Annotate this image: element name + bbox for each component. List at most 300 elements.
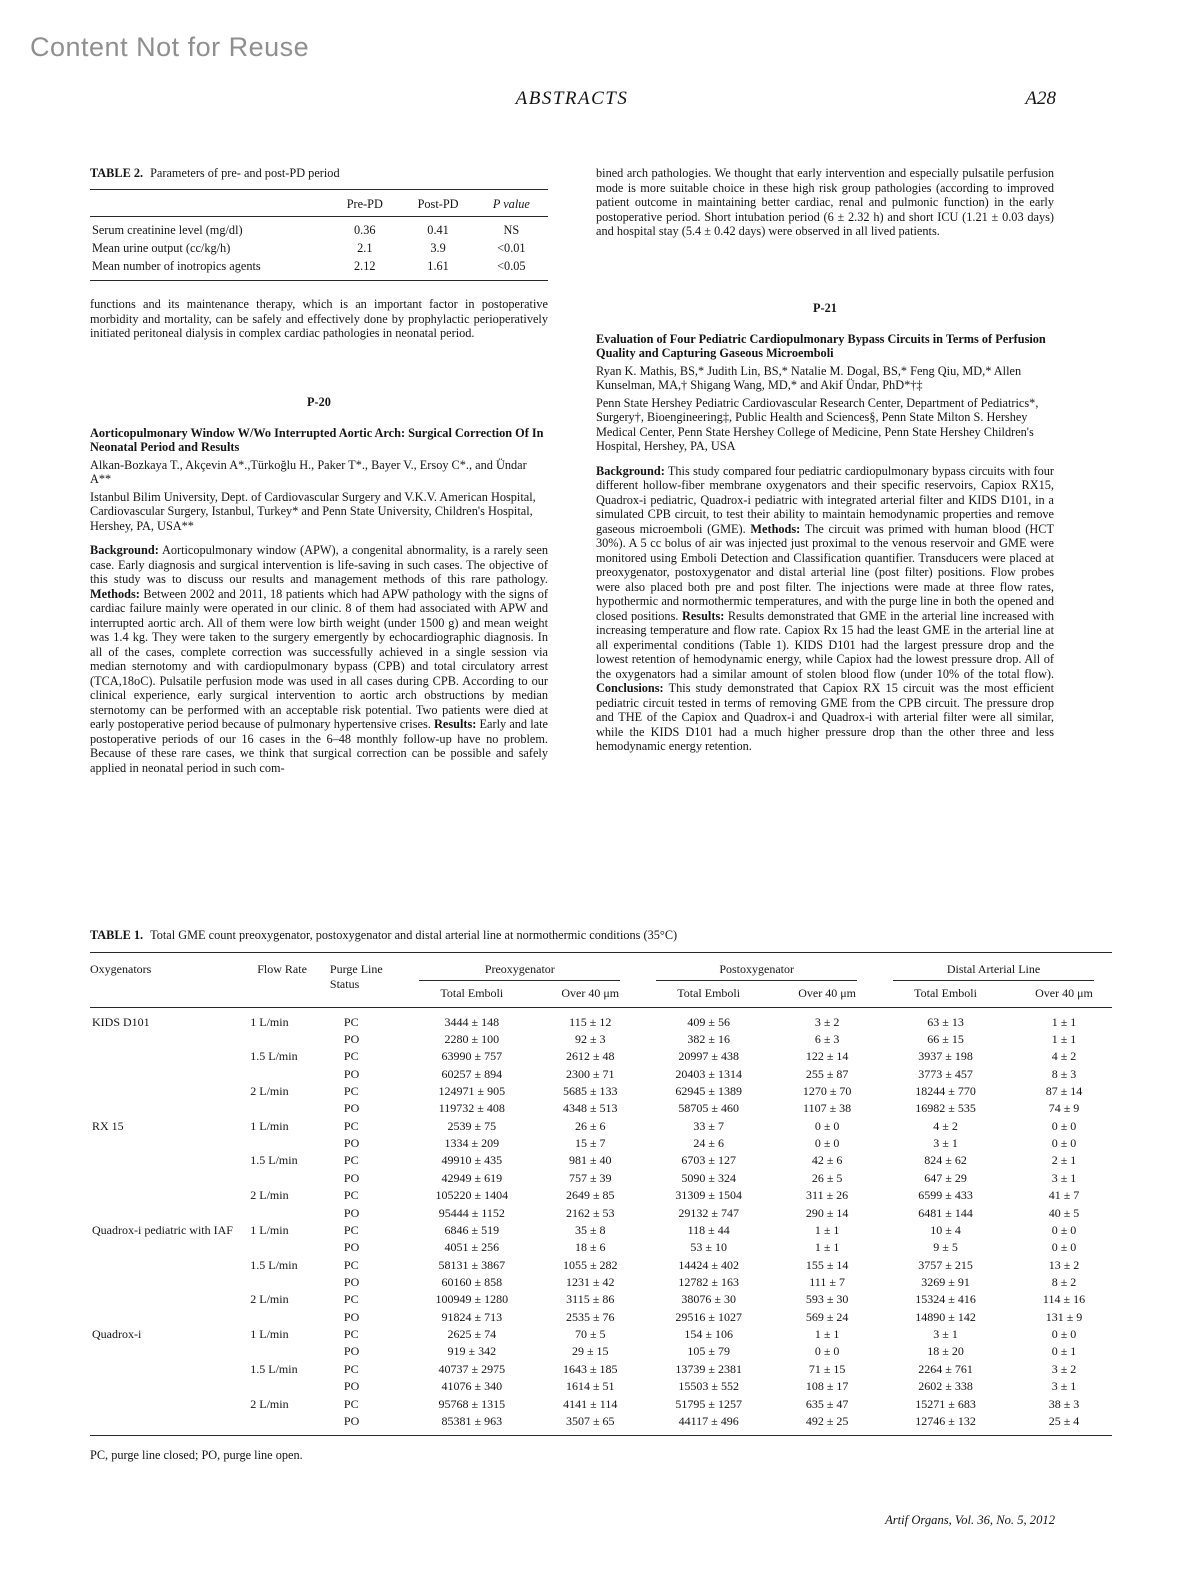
table-cell (90, 1257, 248, 1274)
table2-caption (90, 166, 548, 181)
table-cell (90, 1413, 248, 1436)
table-cell: PO (343, 1136, 360, 1151)
table-cell (90, 1135, 248, 1152)
table-cell: 6 ± 3 (814, 1031, 840, 1046)
table-cell: 95444 ± 1152 (438, 1205, 505, 1220)
table-cell: 2280 ± 100 (444, 1031, 500, 1046)
table-cell: 42 ± 6 (811, 1153, 843, 1168)
table-row (90, 1413, 1112, 1436)
table-cell (248, 1205, 330, 1222)
table-cell: 0.41 (427, 223, 449, 238)
table-cell: 26 ± 5 (811, 1170, 843, 1185)
table-cell: 2 L/min (250, 1292, 289, 1307)
table-row (90, 1326, 1112, 1343)
table-cell (90, 1361, 248, 1378)
abstract-p21-authors: Ryan K. Mathis, BS,* Judith Lin, BS,* Natalie M. Dogal, BS,* Feng Qiu, MD,* Allen Kunselman, MA,† Shigang Wang, MD,* and Akif Ündar, PhD*†‡ (596, 363, 1022, 392)
table1-group-preoxygenator (401, 953, 638, 983)
table-row (90, 1205, 1112, 1222)
table-cell: 1 ± 1 (814, 1240, 840, 1255)
table-cell: PO (343, 1379, 360, 1394)
table-cell: 1270 ± 70 (802, 1084, 852, 1099)
table1-footnote: PC, purge line closed; PO, purge line open. (90, 1448, 303, 1463)
table-cell: PO (343, 1066, 360, 1081)
table-cell: 1 ± 1 (814, 1222, 840, 1237)
table-row (90, 1222, 1112, 1239)
table-cell: 0.36 (354, 223, 376, 238)
table-cell: Quadrox-i (92, 1327, 142, 1342)
table1-subheader-total-emboli-3: Total Emboli (875, 983, 1016, 1007)
table-cell: 2 L/min (250, 1188, 289, 1203)
table-cell (248, 1274, 330, 1291)
table-row (90, 1083, 1112, 1100)
table-cell: 24 ± 6 (693, 1136, 724, 1151)
table-cell: PO (343, 1170, 360, 1185)
table-cell: 6481 ± 144 (918, 1205, 973, 1220)
table-cell: 1.5 L/min (250, 1049, 298, 1064)
table-cell: 824 ± 62 (924, 1153, 967, 1168)
table-cell: 0 ± 0 (814, 1344, 840, 1359)
table-cell: 58705 ± 460 (678, 1101, 739, 1116)
table2-header-row (90, 190, 548, 217)
table-row (90, 1100, 1112, 1117)
table-cell: 12746 ± 132 (875, 1413, 1016, 1436)
table-cell: 3 ± 1 (1051, 1379, 1077, 1394)
table1-body (90, 1007, 1112, 1436)
table-cell: 70 ± 5 (574, 1327, 606, 1342)
table-cell: 5685 ± 133 (562, 1084, 618, 1099)
table-cell: 382 ± 16 (687, 1031, 730, 1046)
table-cell: PC (343, 1361, 359, 1376)
table-cell (248, 1343, 330, 1360)
table-cell: 6599 ± 433 (918, 1188, 973, 1203)
table-cell: 122 ± 14 (805, 1049, 849, 1064)
table-cell: 1231 ± 42 (565, 1275, 615, 1289)
table-cell: 12782 ± 163 (678, 1275, 739, 1289)
table-cell: 1 L/min (250, 1222, 289, 1237)
table-cell: 63990 ± 757 (441, 1049, 503, 1064)
table-cell: 26 ± 6 (574, 1118, 606, 1133)
table1-subheader-total-emboli-1: Total Emboli (401, 983, 542, 1007)
abstract-p20-body: Background: Aorticopulmonary window (APW), a congenital abnormality, is a rarely seen case. Early diagnosis and surgical intervention is life-saving in such cases. The objective of this study was to discuss our results and management methods of this rare pathology. Methods: Between 2002 and 2011, 18 patients which had APW pathology with the signs of cardiac failure mainly were operated in our clinic. 8 of them had associated with APW and interrupted aortic arch. All of them were low birth weight (under 1500 g) and mean weight was 1.4 kg. They were taken to the surgery emergently by echocardiographic diagnosis. In all of the cases, complete correction was successfully achieved in a single session via median sternotomy and with cardiopulmonary bypass (CPB) and total circulatory arrest (TCA,18oC). Pulsatile perfusion mode was used in all cases during CPB. According to our clinical experience, early surgical intervention to aortic arch obstructions by median sternotomy can be performed with an acceptable risk potential. Two patients were died at early postoperative period because of pulmonary hypertensive crises. Results: Early and late postoperative periods of our 16 cases in the 6–48 monthly follow-up have no problem. Because of these rare cases, we think that surgical correction can be possible and safely applied in neonatal period in such com- (90, 543, 549, 775)
table-cell: 20403 ± 1314 (675, 1066, 742, 1081)
table-cell (90, 1309, 248, 1326)
page-number: A28 (1025, 88, 1056, 109)
table-cell: 4 ± 2 (1051, 1049, 1077, 1064)
table-cell: 13 ± 2 (1048, 1257, 1080, 1272)
table-cell: 2.1 (357, 241, 373, 256)
table-cell: 14424 ± 402 (678, 1257, 739, 1272)
table-cell: PC (343, 1188, 359, 1203)
table-cell: 15503 ± 552 (678, 1379, 739, 1394)
table1-header-oxygenators: Oxygenators (90, 953, 248, 1007)
table-cell (90, 1343, 248, 1360)
abstract-p21-affiliation: Penn State Hershey Pediatric Cardiovascular Research Center, Department of Pediatrics*, Surgery†, Bioengineering‡, Public Health and Sciences§, Penn State Milton S. Hershey Medical Center, Penn State Hershey College of Medicine, Penn State Hershey Children's Hospital, Hershey, PA, USA (596, 395, 1039, 453)
table-cell: 60257 ± 894 (441, 1066, 503, 1081)
table2-header-empty (90, 190, 328, 217)
table-row (90, 1361, 1112, 1378)
table-cell: 118 ± 44 (687, 1222, 730, 1237)
table-cell: 1.5 L/min (250, 1153, 298, 1168)
abstract-p21-body: Background: This study compared four pediatric cardiopulmonary bypass circuits with four different hollow-fiber membrane oxygenators and their specific reservoirs, Capiox RX15, Quadrox-i pediatric, Quadrox-i pediatric with integrated arterial filter and KIDS D101, in a simulated CPB circuit, to test their ability to maintain hemodynamic properties and remove gaseous microemboli (GME). Methods: The circuit was primed with human blood (HCT 30%). A 5 cc bolus of air was injected just proximal to the venous reservoir and GME were monitored using Emboli Detection and Classification quantifier. Transducers were placed at preoxygenator, postoxygenator and distal arterial line (post filter) positions. Flow probes were also placed both pre and post filter. The injections were made at three flow rates, hypothermic and normothermic temperatures, and with the purge line in both the opened and closed positions. Results: Results demonstrated that GME in the arterial line increased with increasing temperature and flow rate. Capiox Rx 15 had the least GME in the arterial line at all experimental conditions (Table 1). KIDS D101 had the largest pressure drop and the lowest retention of hemodynamic energy, while Capiox had the lowest pressure drop. All of the oxygenators had a similar amount of stolen blood flow (under 10% of the total flow). Conclusions: This study demonstrated that Capiox RX 15 circuit was the most efficient pediatric circuit tested in terms of removing GME from the CPB circuit. The pressure drop and THE of the Capiox and Quadrox-i and Quadrox-i with arterial filter were all similar, while the KIDS D101 had a much higher pressure drop than the other three and less hemodynamic energy retention. (596, 463, 1054, 753)
table-cell: 29132 ± 747 (678, 1205, 739, 1220)
journal-citation: Artif Organs, Vol. 36, No. 5, 2012 (885, 1513, 1055, 1528)
table-cell: 91824 ± 713 (441, 1309, 503, 1324)
table-cell: 62945 ± 1389 (675, 1084, 742, 1099)
table-cell: PC (343, 1014, 359, 1029)
table-cell: PC (343, 1049, 359, 1064)
table-cell: 92 ± 3 (574, 1031, 606, 1046)
watermark-text: Content Not for Reuse (30, 32, 310, 62)
table-cell: 3757 ± 215 (918, 1257, 973, 1272)
table-cell: 29 ± 15 (571, 1344, 609, 1359)
table-row (90, 1396, 1112, 1413)
table-cell: 8 ± 2 (1051, 1275, 1077, 1289)
table-cell: 1055 ± 282 (562, 1257, 618, 1272)
table-row (90, 1274, 1112, 1291)
table-row (90, 1309, 1112, 1326)
table-cell: 15 ± 7 (574, 1136, 606, 1151)
table-cell: 51795 ± 1257 (675, 1396, 742, 1411)
table-cell: 38 ± 3 (1048, 1396, 1080, 1411)
table-cell: 131 ± 9 (1045, 1309, 1083, 1324)
table-row (90, 1118, 1112, 1135)
table-cell: 15324 ± 416 (915, 1292, 976, 1307)
table1-caption (90, 928, 1112, 943)
table-cell: 40 ± 5 (1048, 1205, 1080, 1220)
table-cell: 29516 ± 1027 (675, 1309, 742, 1324)
table-cell: 1 ± 1 (1051, 1014, 1077, 1029)
table-cell: PC (343, 1396, 359, 1411)
abstract-p20-authors: Alkan-Bozkaya T., Akçevin A*.,Türkoğlu H., Paker T*., Bayer V., Ersoy C*., and Ündar A** (90, 457, 527, 487)
table-cell: PC (343, 1257, 359, 1272)
table-cell: 87 ± 14 (1045, 1084, 1083, 1099)
table-cell: 2625 ± 74 (447, 1327, 497, 1342)
table-cell: RX 15 (92, 1118, 124, 1133)
table-cell: 13739 ± 2381 (675, 1361, 742, 1376)
table-cell: 0 ± 1 (1051, 1344, 1077, 1359)
table-cell: Quadrox-i pediatric with IAF (92, 1222, 233, 1237)
table-row (90, 1152, 1112, 1169)
table-cell: 53 ± 10 (690, 1240, 727, 1255)
table-cell: 105 ± 79 (687, 1344, 730, 1359)
table-cell: PC (343, 1084, 359, 1099)
table1-header-purge-line-status: Purge Line Status (330, 953, 401, 1007)
table-cell: PO (343, 1240, 360, 1255)
table1-subheader-over40-3: Over 40 μm (1016, 983, 1112, 1007)
table-cell: PO (330, 1413, 401, 1436)
table-cell: PC (343, 1292, 359, 1307)
table-cell: 10 ± 4 (930, 1222, 961, 1237)
table-cell: 3115 ± 86 (566, 1292, 615, 1307)
table-cell: 1 ± 1 (814, 1327, 840, 1342)
table-cell: 18 ± 6 (574, 1240, 606, 1255)
table-cell: 1614 ± 51 (565, 1379, 615, 1394)
table-cell: 9 ± 5 (933, 1240, 958, 1255)
table-cell (248, 1378, 330, 1395)
table-row (90, 257, 548, 281)
table1-group-distal-arterial-line-label: Distal Arterial Line (893, 962, 1094, 981)
table2-header-postpd: Post-PD (401, 190, 474, 217)
table-cell (90, 1274, 248, 1291)
table-cell: 6703 ± 127 (681, 1153, 736, 1168)
table1-group-distal-arterial-line (875, 953, 1112, 983)
table-cell: 290 ± 14 (805, 1205, 849, 1220)
right-column (596, 166, 1054, 754)
abstract-p20-number: P-20 (307, 394, 331, 409)
table-row (90, 1170, 1112, 1187)
abstract-p20-continuation: bined arch pathologies. We thought that early intervention and especially pulsatile perfusion mode is more suitable choice in these high risk group pathologies (according to improved patient outcome in maintaining better cardiac, renal and pulmonic function) in the early postoperative period. Short intubation period (6 ± 2.32 h) and short ICU (1.21 ± 0.03 days) and hospital stay (5.4 ± 0.42 days) were observed in all lived patients. (596, 166, 1054, 238)
table-cell: 44117 ± 496 (638, 1413, 779, 1436)
table-cell: 1.61 (401, 257, 474, 281)
table-cell: 0 ± 0 (1051, 1136, 1077, 1151)
table-cell: 124971 ± 905 (438, 1084, 506, 1099)
table-cell (248, 1309, 330, 1326)
table-cell: PO (343, 1205, 360, 1220)
table-cell: 15271 ± 683 (915, 1396, 976, 1411)
table-cell: 3 ± 2 (1051, 1361, 1077, 1376)
table-cell: 1 ± 1 (1051, 1031, 1077, 1046)
table-cell: 85381 ± 963 (401, 1413, 542, 1436)
left-column (90, 166, 548, 775)
table-cell: 2264 ± 761 (918, 1361, 973, 1376)
table-cell: 2535 ± 76 (565, 1309, 615, 1324)
table-cell: 3507 ± 65 (542, 1413, 638, 1436)
table-cell: 3937 ± 198 (918, 1049, 973, 1064)
table-cell: 2612 ± 48 (565, 1049, 615, 1064)
table-cell: 41076 ± 340 (441, 1379, 503, 1394)
table-row (90, 1257, 1112, 1274)
table-cell: Mean number of inotropics agents (90, 257, 328, 281)
table-cell: 111 ± 7 (809, 1275, 845, 1289)
table-cell (90, 1205, 248, 1222)
table2-header-pvalue: P value (475, 190, 548, 217)
table-cell: PO (343, 1309, 360, 1324)
table-cell: <0.05 (475, 257, 548, 281)
table-cell: 114 ± 16 (1042, 1292, 1086, 1307)
table-cell: 119732 ± 408 (438, 1101, 505, 1116)
table-cell: 2 L/min (250, 1084, 289, 1099)
table-cell (248, 1100, 330, 1117)
table-cell: 1107 ± 38 (803, 1101, 852, 1116)
table1-subheader-over40-1: Over 40 μm (542, 983, 638, 1007)
table2-caption-text: Parameters of pre- and post-PD period (150, 166, 340, 180)
table-row (90, 1031, 1112, 1048)
page-content (90, 88, 1112, 1528)
table-cell: 3 ± 1 (933, 1327, 958, 1342)
table-cell: 1 L/min (250, 1118, 289, 1133)
table-cell: 647 ± 29 (924, 1170, 967, 1185)
table1-section (90, 928, 1112, 1463)
table-cell: 108 ± 17 (805, 1379, 849, 1394)
table-cell: 255 ± 87 (805, 1066, 849, 1081)
table-cell: 95768 ± 1315 (438, 1396, 506, 1411)
table-cell: 409 ± 56 (687, 1014, 730, 1029)
table-cell: PC (343, 1118, 359, 1133)
table-cell: 74 ± 9 (1048, 1101, 1080, 1116)
table-cell: 593 ± 30 (805, 1292, 849, 1307)
table-cell: 3773 ± 457 (918, 1066, 973, 1081)
table2-header-prepd: Pre-PD (328, 190, 401, 217)
table1-header-flow-rate: Flow Rate (248, 953, 330, 1007)
table-cell: 42949 ± 619 (441, 1170, 503, 1185)
table-cell: KIDS D101 (92, 1014, 150, 1029)
table-cell: 115 ± 12 (569, 1014, 612, 1029)
table-cell: 1.5 L/min (250, 1257, 298, 1272)
table-cell: 492 ± 25 (779, 1413, 875, 1436)
table-row (90, 239, 548, 257)
table-cell: 154 ± 106 (684, 1327, 733, 1342)
table1-group-postoxygenator-label: Postoxygenator (656, 962, 857, 981)
table-cell: 4348 ± 513 (562, 1101, 618, 1116)
table-cell: 3269 ± 91 (921, 1275, 970, 1289)
table-cell (90, 1378, 248, 1395)
table-cell (90, 1100, 248, 1117)
table-cell: 16982 ± 535 (915, 1101, 976, 1116)
table-cell: 2602 ± 338 (918, 1379, 973, 1394)
table-cell (248, 1135, 330, 1152)
table-cell (90, 1291, 248, 1308)
table-cell: 31309 ± 1504 (675, 1188, 742, 1203)
table-cell (90, 1083, 248, 1100)
table-cell: PC (343, 1153, 359, 1168)
table-row (90, 1048, 1112, 1065)
table-cell: 3 ± 1 (1051, 1170, 1077, 1185)
table-cell: 100949 ± 1280 (435, 1292, 509, 1307)
table-cell: 0 ± 0 (1051, 1327, 1077, 1342)
table-cell: 4 ± 2 (933, 1118, 958, 1133)
table-cell: 33 ± 7 (693, 1118, 724, 1133)
table2-label: TABLE 2. (90, 166, 144, 180)
table-cell: 0 ± 0 (814, 1118, 840, 1133)
table-cell: 8 ± 3 (1051, 1066, 1077, 1081)
table-cell (90, 1239, 248, 1256)
table-cell: 66 ± 15 (927, 1031, 964, 1046)
table-row (90, 1343, 1112, 1360)
table-cell: <0.01 (497, 241, 526, 256)
table2-body (90, 217, 548, 281)
two-column-body (90, 166, 1112, 928)
table1-group-postoxygenator (638, 953, 875, 983)
table-cell: 1 L/min (250, 1014, 289, 1029)
table-cell: 635 ± 47 (805, 1396, 849, 1411)
table-cell: 18244 ± 770 (915, 1084, 976, 1099)
table-cell (90, 1066, 248, 1083)
table-cell: 2300 ± 71 (565, 1066, 615, 1081)
table-cell (248, 1239, 330, 1256)
table-row (90, 1066, 1112, 1083)
table-cell: PO (343, 1344, 360, 1359)
table1-caption-text: Total GME count preoxygenator, postoxygenator and distal arterial line at normothermic conditions (35°C) (150, 928, 678, 942)
table-cell: 14890 ± 142 (915, 1309, 976, 1324)
table-cell (90, 1031, 248, 1048)
table1-group-preoxygenator-label: Preoxygenator (419, 962, 620, 981)
table-cell: 757 ± 39 (568, 1170, 612, 1185)
table-cell: 71 ± 15 (808, 1361, 846, 1376)
table-cell: PC (343, 1327, 359, 1342)
table-cell (248, 1170, 330, 1187)
table1-subheader-total-emboli-2: Total Emboli (638, 983, 779, 1007)
table-cell: PO (343, 1275, 360, 1289)
table-cell: 2162 ± 53 (565, 1205, 615, 1220)
table-cell: 35 ± 8 (574, 1222, 606, 1237)
table-cell: 18 ± 20 (927, 1344, 964, 1359)
table-cell: PO (343, 1031, 360, 1046)
table-cell (90, 1396, 248, 1413)
table2 (90, 189, 548, 281)
table-cell: 2 ± 1 (1051, 1153, 1077, 1168)
abstract-p20-affiliation: Istanbul Bilim University, Dept. of Cardiovascular Surgery and V.K.V. American Hospital, Cardiovascular Surgery, Istanbul, Turkey* and Penn State University, Children's Hospital, Hershey, PA, USA** (90, 489, 536, 533)
table-cell: 20997 ± 438 (678, 1049, 739, 1064)
table-cell: 6846 ± 519 (444, 1222, 500, 1237)
table-cell: 4051 ± 256 (444, 1240, 500, 1255)
table-cell: 0 ± 0 (1051, 1118, 1077, 1133)
table-cell: 0 ± 0 (1051, 1240, 1077, 1255)
table-cell: 2649 ± 85 (565, 1188, 615, 1203)
table-cell: 1643 ± 185 (562, 1361, 618, 1376)
table-cell: 2 L/min (250, 1396, 289, 1411)
table-cell: 58131 ± 3867 (438, 1257, 506, 1272)
table-cell: 0 ± 0 (1051, 1222, 1077, 1237)
table-cell: 1334 ± 209 (444, 1136, 500, 1151)
table-cell: 0 ± 0 (814, 1136, 840, 1151)
table-cell: 1 L/min (250, 1327, 289, 1342)
table-cell: 2539 ± 75 (447, 1118, 497, 1133)
table-row (90, 1187, 1112, 1204)
table-row (90, 1378, 1112, 1395)
abstract-p20-title: Aorticopulmonary Window W/Wo Interrupted Aortic Arch: Surgical Correction Of In Neonatal Period and Results (90, 425, 544, 455)
abstract-p21-number: P-21 (813, 300, 837, 315)
table-cell: Mean urine output (cc/kg/h) (92, 241, 231, 256)
table-cell: 105220 ± 1404 (435, 1188, 509, 1203)
table-cell (248, 1413, 330, 1436)
table-row (90, 1135, 1112, 1152)
table-cell: 49910 ± 435 (441, 1153, 503, 1168)
table-cell (90, 1152, 248, 1169)
running-head-title: ABSTRACTS (515, 88, 629, 109)
table-row (90, 1007, 1112, 1031)
table-cell: 1.5 L/min (250, 1361, 298, 1376)
table-cell (90, 1170, 248, 1187)
table1-group-header-row (90, 953, 1112, 983)
table-cell (90, 1187, 248, 1204)
table-cell: 919 ± 342 (447, 1344, 497, 1359)
table-cell: 2.12 (328, 257, 401, 281)
table-cell: 3.9 (430, 241, 446, 256)
abstract-p21-title: Evaluation of Four Pediatric Cardiopulmonary Bypass Circuits in Terms of Perfusion Quality and Capturing Gaseous Microemboli (596, 331, 1046, 360)
table-cell: 63 ± 13 (927, 1014, 964, 1029)
table-cell: 60160 ± 858 (441, 1275, 503, 1289)
table-cell (248, 1066, 330, 1083)
table-cell (90, 1048, 248, 1065)
table-cell: 155 ± 14 (805, 1257, 849, 1272)
table-cell: 3 ± 1 (933, 1136, 958, 1151)
table1-label: TABLE 1. (90, 928, 144, 942)
table-row (90, 217, 548, 240)
table-cell: 981 ± 40 (568, 1153, 612, 1168)
table-cell: 4141 ± 114 (563, 1396, 618, 1411)
table-cell: 5090 ± 324 (681, 1170, 736, 1185)
table1 (90, 952, 1112, 1436)
table-cell: 38076 ± 30 (681, 1292, 736, 1307)
table-cell: 569 ± 24 (805, 1309, 849, 1324)
table1-subheader-over40-2: Over 40 μm (779, 983, 875, 1007)
table-cell: PO (343, 1101, 360, 1116)
table-cell: 41 ± 7 (1048, 1188, 1080, 1203)
running-head (90, 88, 1112, 114)
table-cell: NS (503, 223, 520, 238)
table-cell (248, 1031, 330, 1048)
table-cell: 311 ± 26 (806, 1188, 849, 1203)
